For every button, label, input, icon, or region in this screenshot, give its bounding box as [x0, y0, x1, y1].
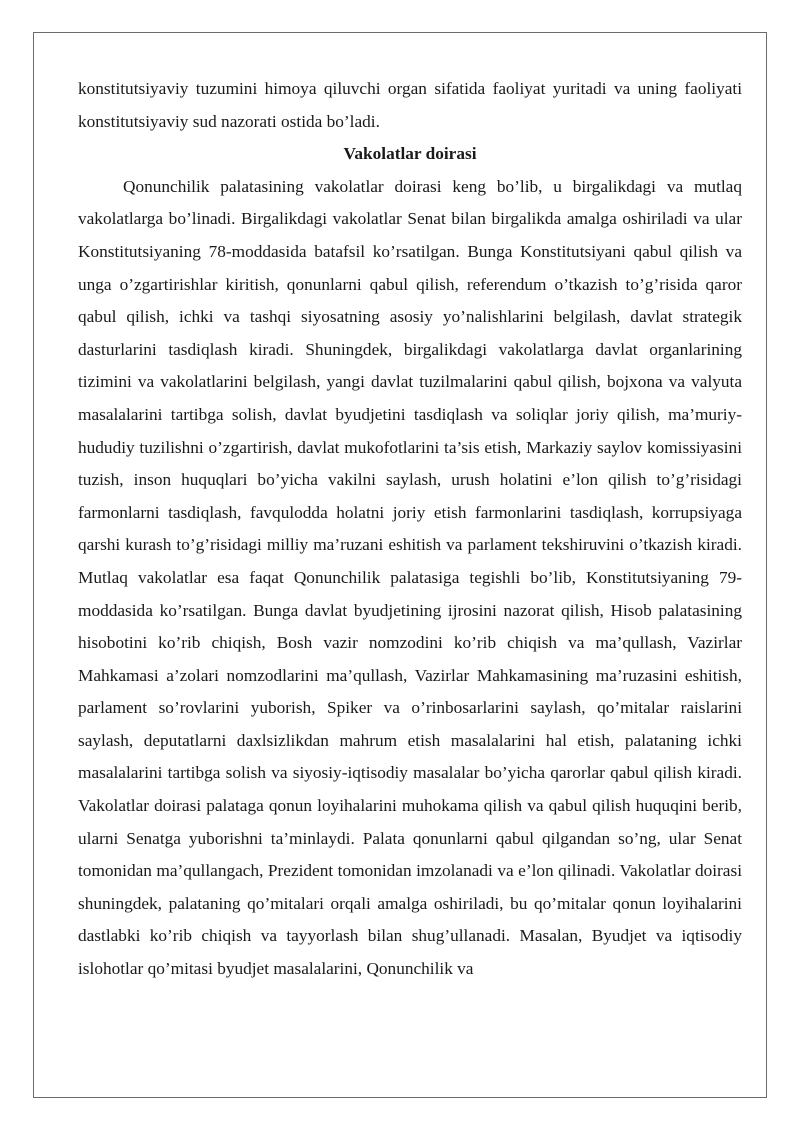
section-heading: Vakolatlar doirasi	[343, 144, 477, 164]
lead-paragraph: konstitutsiyaviy tuzumini himoya qiluvchi organ sifatida faoliyat yuritadi va uning faoliyati konstitutsiyaviy sud nazorati ostida bo’ladi.	[78, 79, 742, 131]
document-body	[78, 73, 742, 986]
body-paragraph: Qonunchilik palatasining vakolatlar doirasi keng bo’lib, u birgalikdagi va mutlaq vakolatlarga bo’linadi. Birgalikdagi vakolatlar Senat bilan birgalikda amalga oshiriladi va ular Konstitutsiyaning 78-moddasida batafsil ko’rsatilgan. Bunga Konstitutsiyani qabul qilish va unga o’zgartirishlar kiritish, qonunlarni qabul qilish, referendum o’tkazish to’g’risida qaror qabul qilish, ichki va tashqi siyosatning asosiy yo’nalishlarini belgilash, davlat strategik dasturlarini tasdiqlash kiradi. Shuningdek, birgalikdagi vakolatlarga davlat organlarining tizimini va vakolatlarini belgilash, yangi davlat tuzilmalarini qabul qilish, bojxona va valyuta masalalarini tartibga solish, davlat byudjetini tasdiqlash va soliqlar joriy qilish, ma’muriy-hududiy tuzilishni o’zgartirish, davlat mukofotlarini ta’sis etish, Markaziy saylov komissiyasini tuzish, inson huquqlari bo’yicha vakilni saylash, urush holatini e’lon qilish to’g’risidagi farmonlarni tasdiqlash, favqulodda holatni joriy etish farmonlarini tasdiqlash, korrupsiyaga qarshi kurash to’g’risidagi milliy ma’ruzani eshitish va parlament tekshiruvini o’tkazish kiradi. Mutlaq vakolatlar esa faqat Qonunchilik palatasiga tegishli bo’lib, Konstitutsiyaning 79-moddasida ko’rsatilgan. Bunga davlat byudjetining ijrosini nazorat qilish, Hisob palatasining hisobotini ko’rib chiqish, Bosh vazir nomzodini ko’rib chiqish va ma’qullash, Vazirlar Mahkamasi a’zolari nomzodlarini ma’qullash, Vazirlar Mahkamasining ma’ruzasini eshitish, parlament so’rovlarini yuborish, Spiker va o’rinbosarlarini saylash, qo’mitalar raislarini saylash, deputatlarni daxlsizlikdan mahrum etish masalalarini hal etish, palataning ichki masalalarini tartibga solish va siyosiy-iqtisodiy masalalar bo’yicha qarorlar qabul qilish kiradi. Vakolatlar doirasi palataga qonun loyihalarini muhokama qilish va qabul qilish huquqini berib, ularni Senatga yuborishni ta’minlaydi. Palata qonunlarni qabul qilgandan so’ng, ular Senat tomonidan ma’qullangach, Prezident tomonidan imzolanadi va e’lon qilinadi. Vakolatlar doirasi shuningdek, palataning qo’mitalari orqali amalga oshiriladi, bu qo’mitalar qonun loyihalarini dastlabki ko’rib chiqish va tayyorlash bilan shug’ullanadi. Masalan, Byudjet va iqtisodiy islohotlar qo’mitasi byudjet masalalarini, Qonunchilik va	[78, 176, 742, 979]
